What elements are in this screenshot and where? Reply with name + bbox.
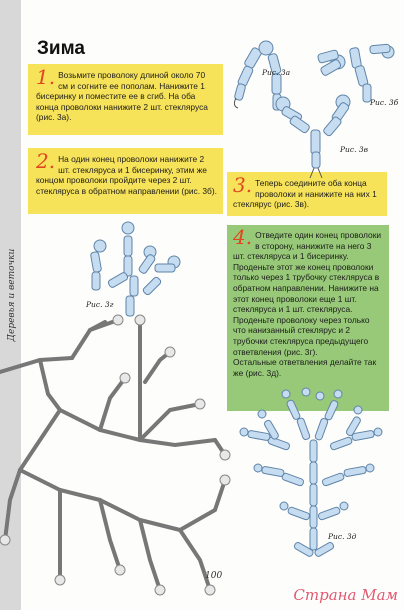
step-1-text: Возьмите проволоку длиной около 70 см и согните ее пополам. Нанижите 1 бисеринку и поместите ее в сгиб. На оба конца проволоки нанижите 2 шт. стекляруса (рис. 3а). xyxy=(36,70,208,123)
step-4-text: Отведите один конец проволоки в сторону, нанижите на него 3 шт. стеклярусa и 1 бисеринку. Проденьте этот же конец проволоки только через 1 трубочку стеклярусa в обратном направлении. Нанижите на этот конец проволоки еще 1 шт. стеклярусa и 1 шт. стеклярусa. Проденьте проволоку через только что нанизанный стеклярус и 2 трубочки стеклярусa предыдущего ответвления (рис. 3г). xyxy=(233,230,382,357)
step-2-text: На один конец проволоки нанижите 2 шт. стеклярусa и 1 бисеринку, этим же концом проволоки пройдите через 2 шт. стеклярусa в обратном направлении (рис. 3б). xyxy=(36,154,217,196)
figure-3b-chain xyxy=(317,44,394,102)
figure-3e-caption: Рис. 3д xyxy=(328,532,357,541)
page-title: Зима xyxy=(37,38,85,59)
figure-3e-tree xyxy=(240,388,382,557)
page-number: 100 xyxy=(205,571,223,581)
wire-ends-c xyxy=(310,168,322,178)
step-1-number: 1. xyxy=(36,65,56,89)
step-3-text: Теперь соедините оба конца проволоки и нанижите на них 1 стеклярус (рис. 3в). xyxy=(233,178,377,210)
watermark-logo: Страна Мам xyxy=(293,586,398,604)
step-4-extra: Остальные ответвления делайте так же (рис. 3д). xyxy=(233,357,377,378)
side-section-label: Деревья и веточки xyxy=(7,248,17,342)
beaded-tree-photo xyxy=(0,320,225,590)
figure-3v-chain xyxy=(276,95,350,168)
step-3-number: 3. xyxy=(233,173,253,197)
step-4-number: 4. xyxy=(233,225,253,249)
step-2-number: 2. xyxy=(36,149,56,173)
figure-3g-caption: Рис. 3г xyxy=(86,300,114,309)
figure-3v-caption: Рис. 3в xyxy=(340,145,368,154)
figure-3a-caption: Рис. 3а xyxy=(262,68,291,77)
figure-3b-caption: Рис. 3б xyxy=(370,98,399,107)
